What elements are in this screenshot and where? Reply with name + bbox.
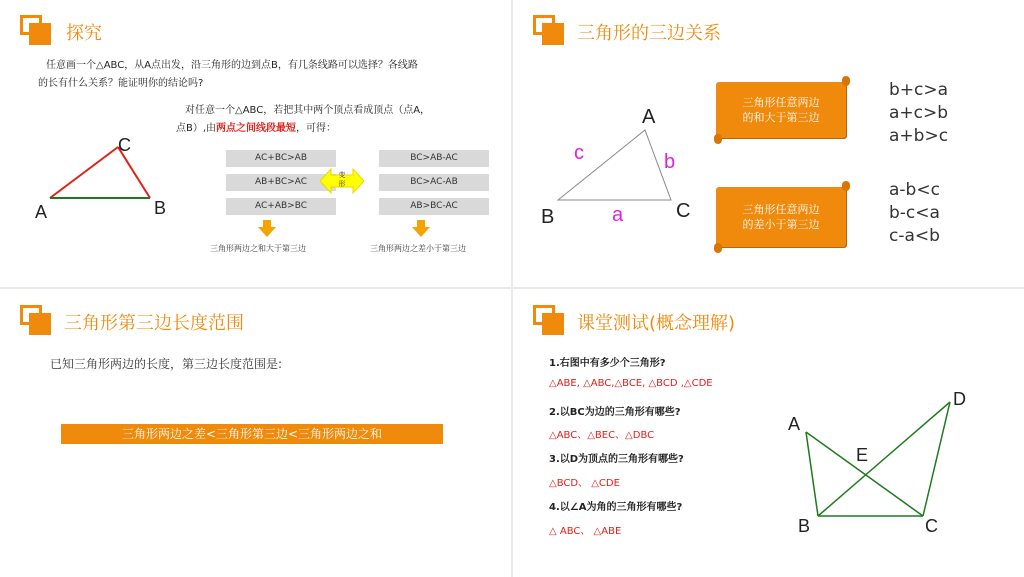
triangle-outline <box>558 130 671 200</box>
quiz-answer: △ ABC、 △ABE <box>549 526 622 537</box>
inequality-box: AB>BC-AC <box>379 198 489 215</box>
difference-conclusion: 三角形两边之差小于第三边 <box>370 244 466 253</box>
scroll-line: 的和大于第三边 <box>742 111 820 124</box>
slide-logo-icon <box>20 15 52 45</box>
slide-logo-icon <box>533 15 565 45</box>
scroll-line: 的差小于第三边 <box>742 218 820 231</box>
sum-inequalities <box>889 79 948 148</box>
quiz-question: 2.以BC为边的三角形有哪些? <box>549 407 681 418</box>
scroll-line: 三角形任意两边 <box>742 203 820 216</box>
slide-title: 三角形的三边关系 <box>577 23 721 44</box>
note-line-2-post: ，可得： <box>296 123 337 134</box>
down-arrow-icon <box>258 220 276 237</box>
quiz-answer: △ABE, △ABC,△BCE, △BCD ,△CDE <box>549 378 713 389</box>
quiz-question: 1.右图中有多少个三角形? <box>549 358 666 369</box>
inequality-box: AB+BC>AC <box>226 174 336 191</box>
down-arrow-icon <box>412 220 430 237</box>
note-highlight: 两点之间线段最短 <box>216 123 297 134</box>
question-line-2: 的长有什么关系？能证明你的结论吗? <box>38 78 204 89</box>
slide-class-quiz <box>513 289 1024 577</box>
vertex-a-label: A <box>35 202 48 222</box>
side-ac <box>50 147 118 198</box>
side-c-label: c <box>574 142 584 164</box>
inequality-box: AC+BC>AB <box>226 150 336 167</box>
inequality: b+c>a <box>889 80 949 100</box>
scroll-roll-icon <box>842 76 850 86</box>
side-b-label: b <box>664 151 676 173</box>
point-e-label: E <box>856 445 869 465</box>
slide-logo-icon <box>20 305 52 335</box>
scroll-roll-icon <box>714 243 722 253</box>
range-intro-text: 已知三角形两边的长度，第三边长度范围是: <box>50 357 283 371</box>
segment-bd <box>818 402 950 516</box>
inequality: a+c>b <box>889 103 949 123</box>
point-d-label: D <box>953 389 966 409</box>
quiz-answer: △BCD、 △CDE <box>549 478 620 489</box>
slide-title: 探究 <box>66 23 102 44</box>
point-c-label: C <box>925 516 938 534</box>
note-line-2 <box>176 118 336 140</box>
triangle-abc-sides-figure <box>538 95 708 235</box>
point-a-label: A <box>788 414 801 434</box>
sum-conclusion: 三角形两边之和大于第三边 <box>210 244 306 253</box>
side-a-label: a <box>612 204 624 226</box>
difference-inequalities <box>889 179 940 248</box>
triangle-abc-figure <box>30 128 180 228</box>
inequality-box: AC+AB>BC <box>226 198 336 215</box>
vertex-c-label: C <box>118 135 131 155</box>
scroll-banner-sum-text <box>716 82 846 138</box>
segment-cd <box>923 402 950 516</box>
transform-label: 变形 <box>338 171 346 188</box>
inequality: b-c<a <box>889 203 940 223</box>
inequality: a-b<c <box>889 180 940 200</box>
segment-ab <box>806 432 818 516</box>
slide-logo-icon <box>533 305 565 335</box>
note-line-1: 对任意一个△ABC，若把其中两个顶点看成顶点（点A， <box>185 105 431 116</box>
inequality: c-a<b <box>889 226 940 246</box>
slide-title: 课堂测试(概念理解) <box>577 313 736 334</box>
note-line-2-pre: 点B）,由 <box>176 123 217 134</box>
quiz-answer: △ABC、△BEC、△DBC <box>549 430 655 441</box>
inequality: a+b>c <box>889 126 949 146</box>
scroll-roll-icon <box>714 134 722 144</box>
slide-third-side-range <box>0 289 511 577</box>
vertex-c-label: C <box>676 200 691 222</box>
vertex-b-label: B <box>154 198 167 218</box>
quadrilateral-figure <box>778 384 978 534</box>
range-formula-bar: 三角形两边之差<三角形第三边<三角形两边之和 <box>61 424 443 444</box>
slide-triangle-side-relations <box>513 0 1024 287</box>
quiz-question: 3.以D为顶点的三角形有哪些? <box>549 454 684 465</box>
slide-explore <box>0 0 511 287</box>
vertex-a-label: A <box>642 106 656 128</box>
inequality-box: BC>AB-AC <box>379 150 489 167</box>
quiz-question: 4.以∠A为角的三角形有哪些? <box>549 502 683 513</box>
point-b-label: B <box>798 516 811 534</box>
scroll-roll-icon <box>842 181 850 191</box>
slide-title: 三角形第三边长度范围 <box>64 313 244 334</box>
inequality-box: BC>AC-AB <box>379 174 489 191</box>
question-line-1: 任意画一个△ABC，从A点出发，沿三角形的边到点B，有几条线路可以选择？各线路 <box>46 60 418 71</box>
scroll-banner-difference-text <box>716 187 846 247</box>
vertex-b-label: B <box>541 206 555 228</box>
scroll-line: 三角形任意两边 <box>742 96 820 109</box>
